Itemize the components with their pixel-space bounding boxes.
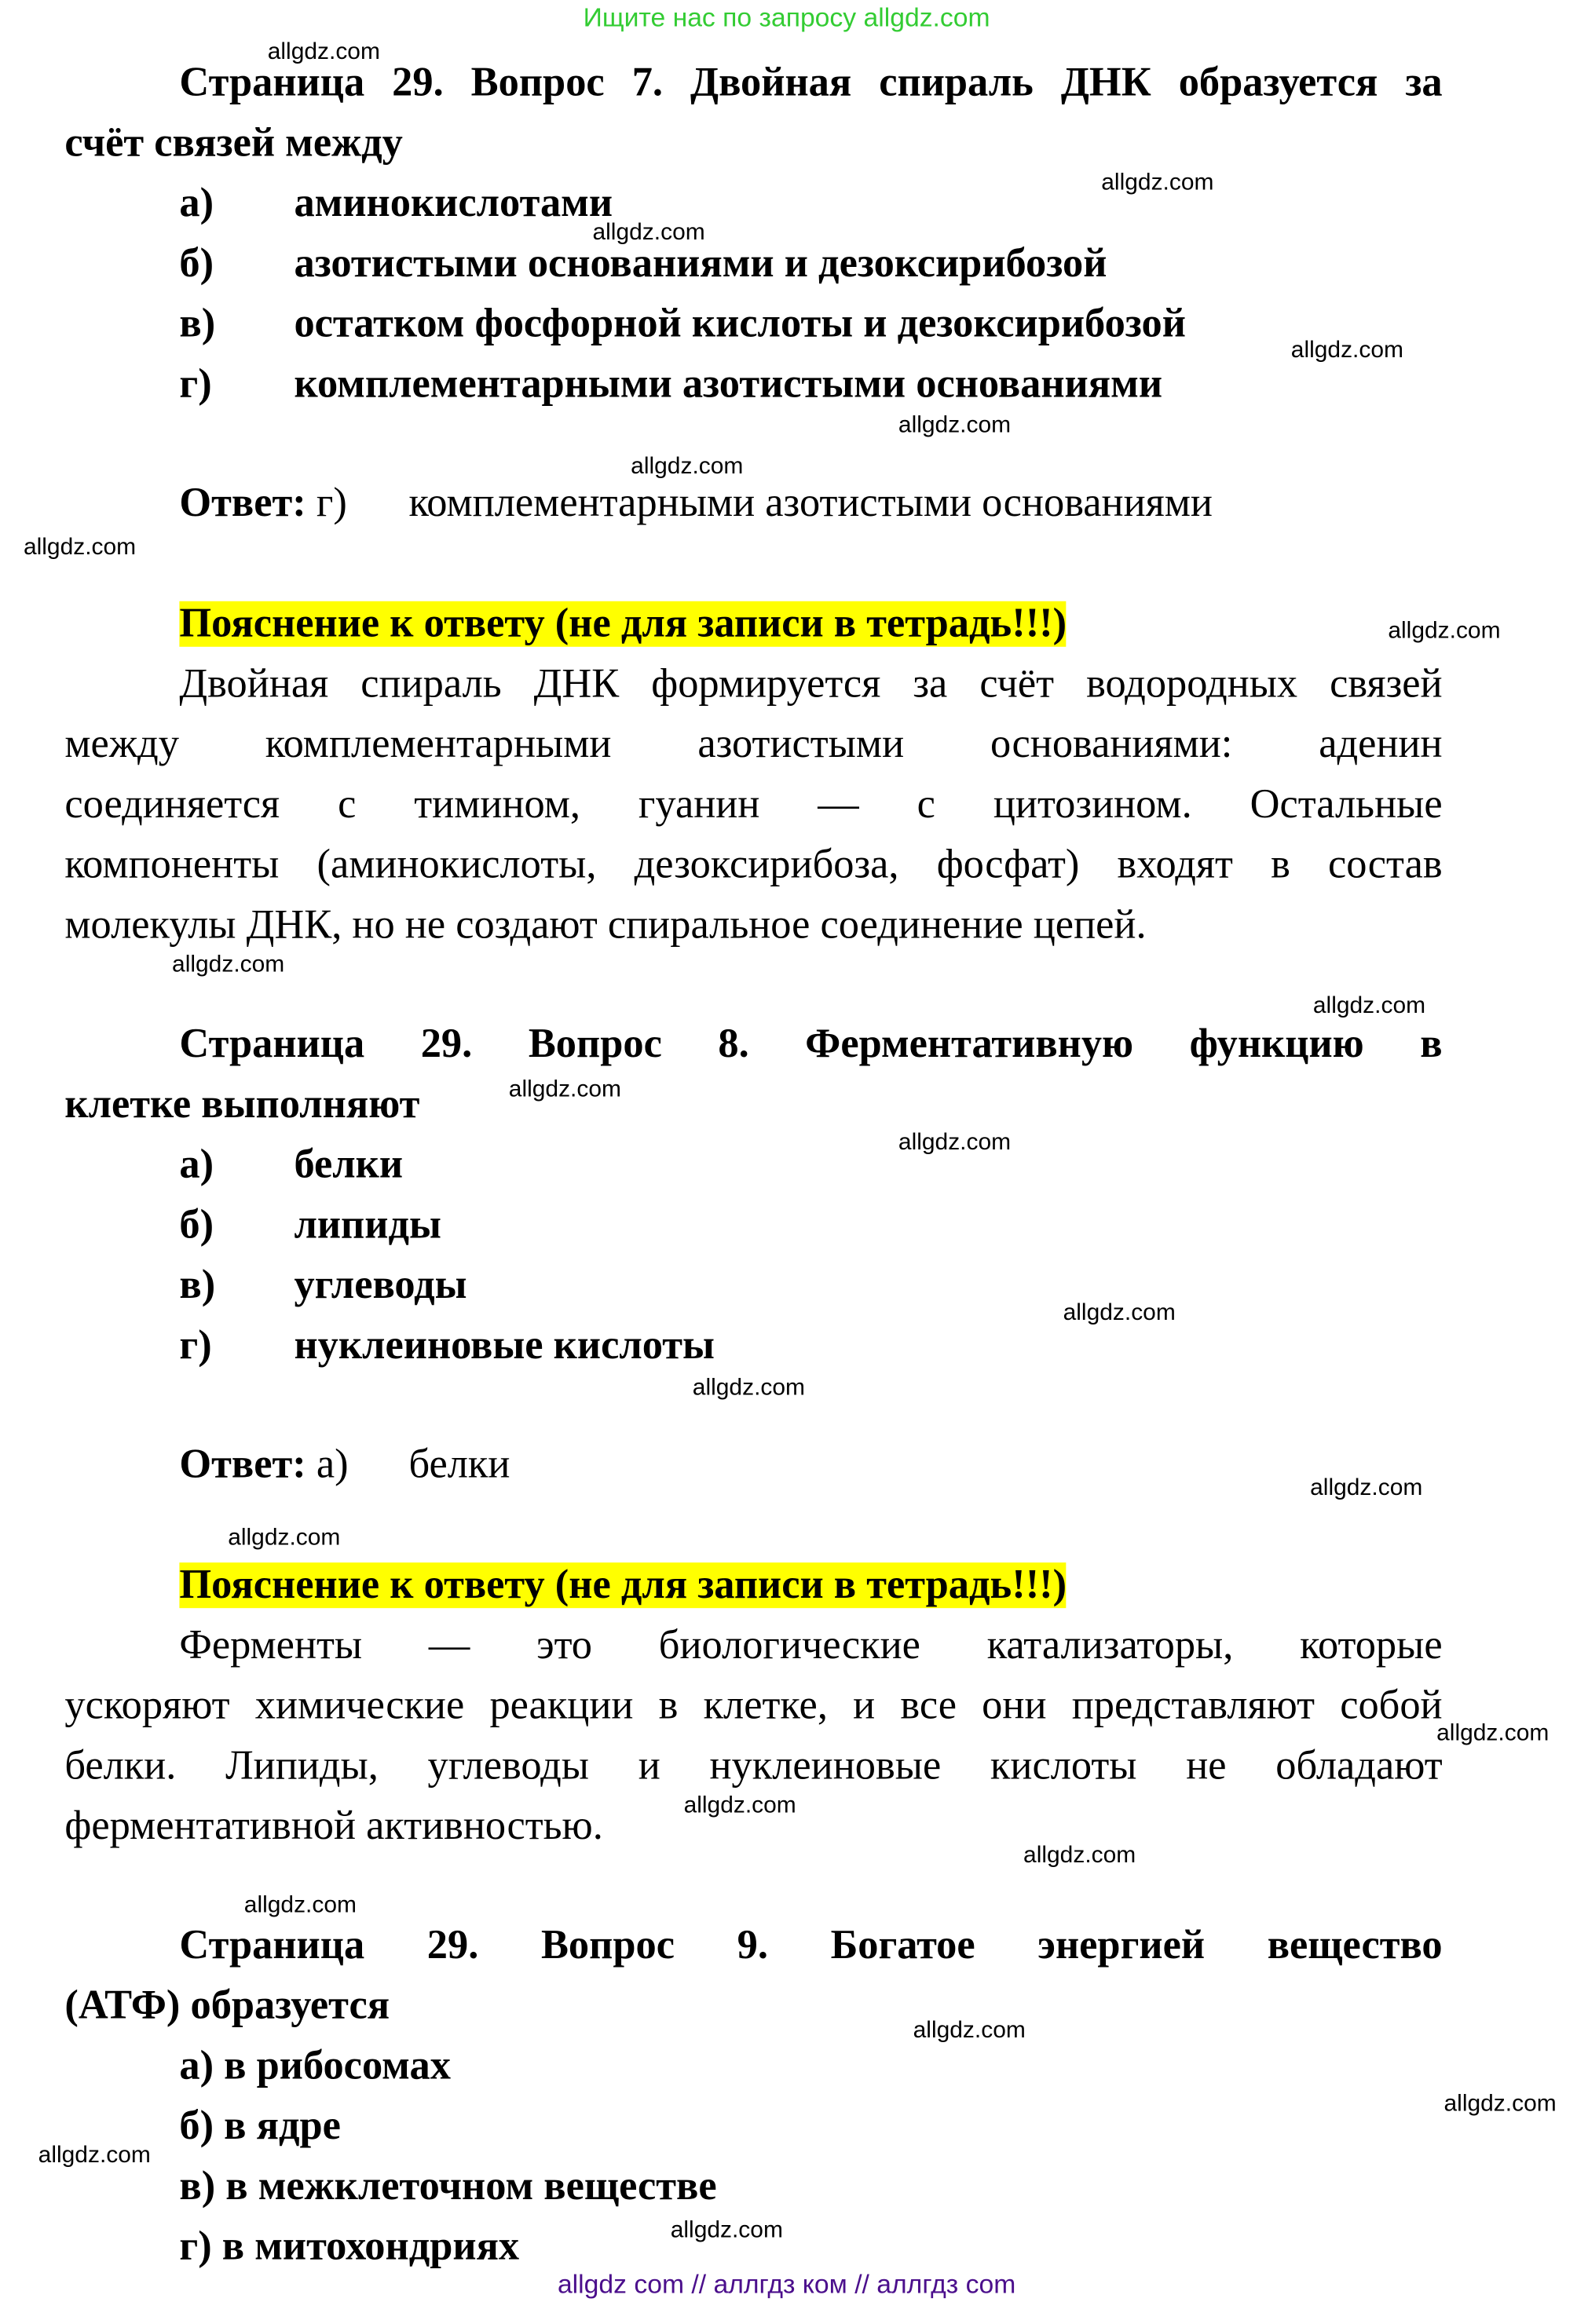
- option-letter: а): [179, 181, 214, 227]
- watermark: allgdz.com: [1063, 1300, 1176, 1326]
- option-letter: в): [179, 301, 216, 347]
- watermark: allgdz.com: [267, 39, 380, 65]
- watermark: allgdz.com: [898, 413, 1012, 438]
- explanation-line: белки. Липиды, углеводы и нуклеиновые кислоты не обладают: [64, 1743, 1443, 1789]
- watermark: allgdz.com: [508, 1077, 621, 1103]
- option: б) в ядре: [179, 2103, 341, 2150]
- explanation-7-title: [179, 600, 1067, 650]
- watermark: allgdz.com: [631, 454, 744, 480]
- explanation-line: молекулы ДНК, но не создают спиральное соединение цепей.: [64, 902, 1147, 948]
- question-7-title-cont: счёт связей между: [64, 120, 403, 166]
- watermark: allgdz.com: [1290, 338, 1403, 364]
- watermark: allgdz.com: [913, 2018, 1026, 2044]
- watermark: allgdz.com: [670, 2218, 783, 2243]
- highlighted-heading: Пояснение к ответу (не для записи в тетрадь!!!): [179, 601, 1067, 647]
- explanation-line: ускоряют химические реакции в клетке, и все они представляют собой: [64, 1683, 1443, 1729]
- answer-letter: г): [316, 481, 347, 527]
- watermark: allgdz.com: [1312, 993, 1426, 1019]
- watermark: allgdz.com: [172, 952, 285, 978]
- option-text: липиды: [294, 1202, 441, 1248]
- watermark: allgdz.com: [898, 1130, 1012, 1156]
- option-text: углеводы: [294, 1262, 467, 1309]
- watermark: allgdz.com: [1101, 170, 1214, 196]
- question-9-title: Страница 29. Вопрос 9. Богатое энергией вещество: [179, 1922, 1443, 1968]
- option-text: белки: [294, 1142, 404, 1188]
- option: а) в рибосомах: [179, 2043, 451, 2089]
- watermark: allgdz.com: [1023, 1843, 1136, 1869]
- watermark: allgdz.com: [692, 1376, 806, 1401]
- option-text: комплементарными азотистыми основаниями: [294, 361, 1163, 407]
- watermark: allgdz.com: [1436, 1721, 1550, 1747]
- watermark: allgdz.com: [38, 2143, 151, 2169]
- watermark: allgdz.com: [592, 220, 705, 246]
- explanation-line: Ферменты — это биологические катализаторы, которые: [179, 1622, 1443, 1668]
- answer-7: [179, 479, 346, 529]
- answer-8: [179, 1441, 348, 1491]
- option-letter: в): [179, 1262, 216, 1309]
- answer-8-text: белки: [408, 1442, 510, 1488]
- option-letter: г): [179, 361, 212, 407]
- question-9-title-cont: (АТФ) образуется: [64, 1982, 390, 2029]
- option: в) в межклеточном веществе: [179, 2163, 717, 2209]
- question-8-title: Страница 29. Вопрос 8. Ферментативную функцию в: [179, 1021, 1443, 1068]
- watermark: allgdz.com: [243, 1893, 357, 1919]
- option-letter: а): [179, 1142, 214, 1188]
- explanation-line: соединяется с тимином, гуанин — с цитозином. Остальные: [64, 782, 1443, 828]
- option-letter: б): [179, 1202, 214, 1248]
- option-text: нуклеиновые кислоты: [294, 1322, 715, 1369]
- watermark: allgdz.com: [1310, 1475, 1423, 1501]
- watermark: allgdz.com: [1388, 619, 1501, 645]
- watermark: allgdz.com: [228, 1526, 341, 1551]
- option: г) в митохондриях: [179, 2224, 520, 2270]
- answer-label: Ответ:: [179, 1442, 306, 1488]
- watermark: allgdz.com: [1443, 2092, 1557, 2117]
- answer-7-text: комплементарными азотистыми основаниями: [408, 481, 1213, 527]
- option-letter: г): [179, 1322, 212, 1369]
- answer-label: Ответ:: [179, 481, 306, 527]
- highlighted-heading: Пояснение к ответу (не для записи в тетрадь!!!): [179, 1562, 1067, 1609]
- question-8-title-cont: клетке выполняют: [64, 1081, 420, 1127]
- explanation-line: Двойная спираль ДНК формируется за счёт водородных связей: [179, 661, 1443, 707]
- question-7-title: Страница 29. Вопрос 7. Двойная спираль ДНК образуется за: [179, 60, 1443, 106]
- answer-letter: а): [316, 1442, 349, 1488]
- explanation-line: ферментативной активностью.: [64, 1803, 603, 1850]
- explanation-line: между комплементарными азотистыми основаниями: аденин: [64, 722, 1443, 768]
- explanation-8-title: [179, 1561, 1067, 1611]
- option-text: аминокислотами: [294, 181, 613, 227]
- watermark: allgdz.com: [683, 1793, 796, 1818]
- watermark: allgdz.com: [23, 535, 137, 561]
- option-text: азотистыми основаниями и дезоксирибозой: [294, 241, 1107, 287]
- footer-banner[interactable]: allgdz com // аллгдз ком // аллгдз com: [557, 2269, 1016, 2300]
- option-text: остатком фосфорной кислоты и дезоксирибозой: [294, 301, 1186, 347]
- option-letter: б): [179, 241, 214, 287]
- explanation-line: компоненты (аминокислоты, дезоксирибоза, фосфат) входят в состав: [64, 842, 1443, 888]
- search-banner[interactable]: Ищите нас по запросу allgdz.com: [583, 2, 990, 33]
